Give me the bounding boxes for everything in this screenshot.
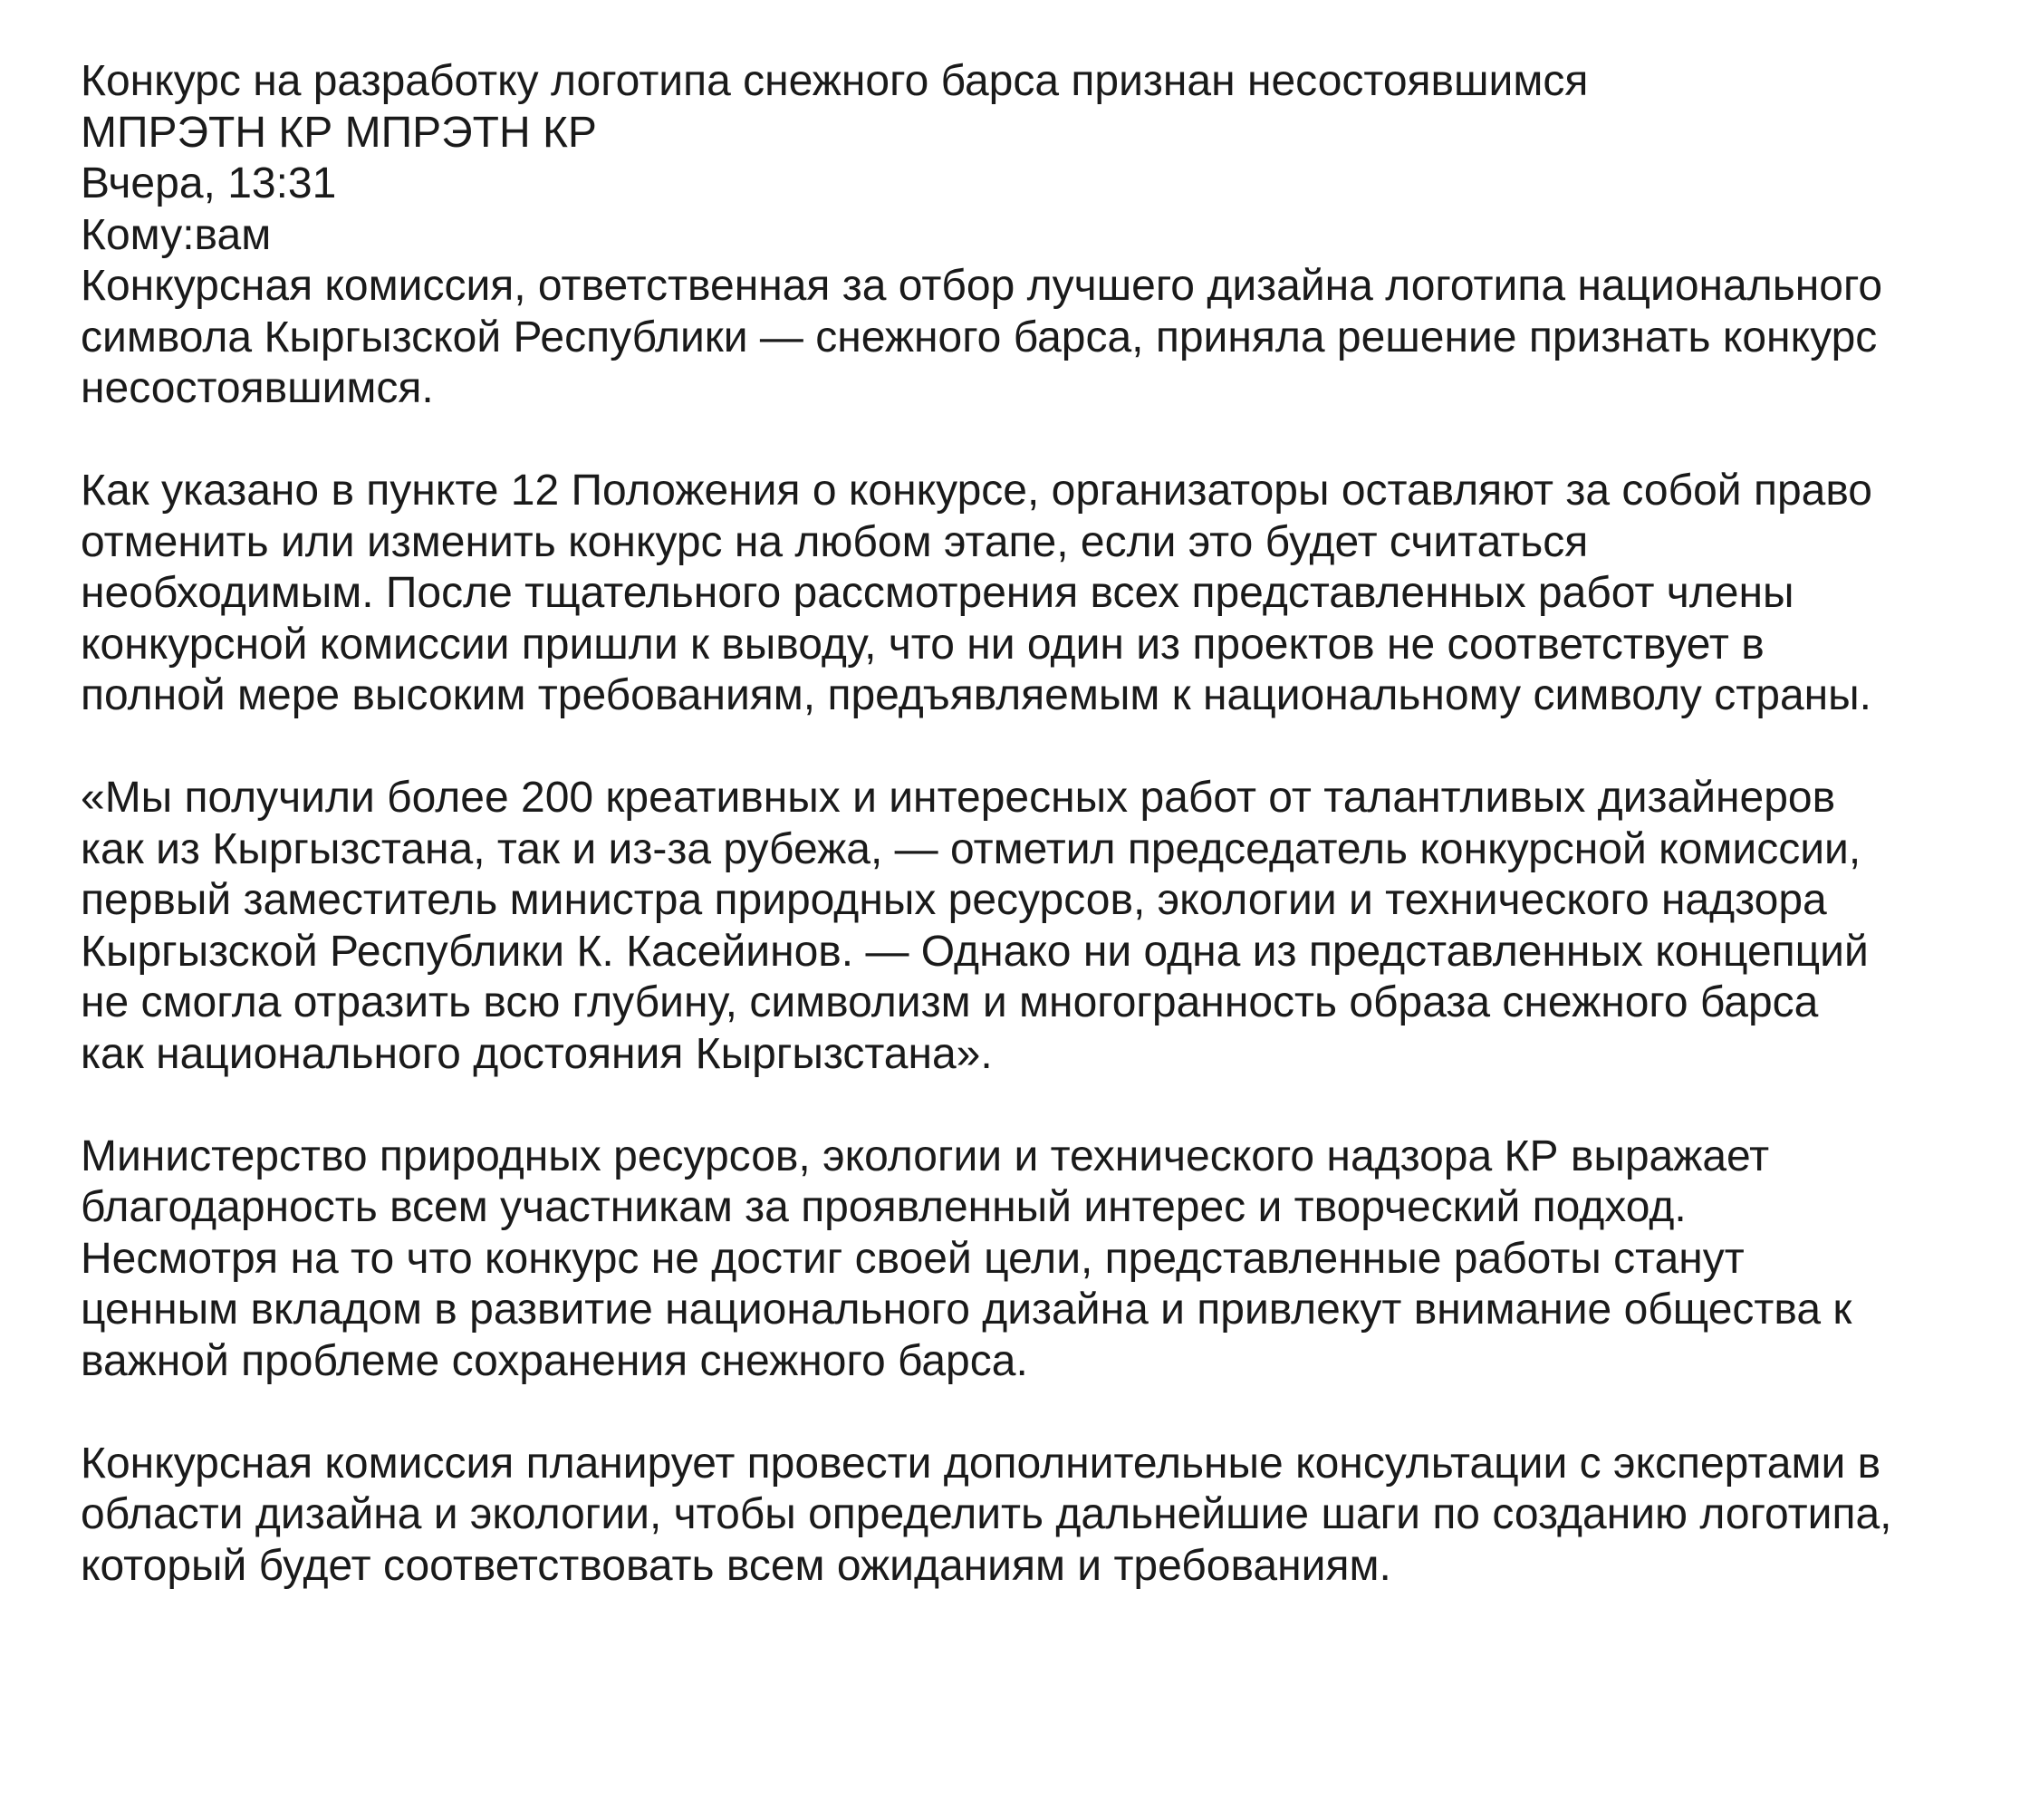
paragraph-line: отменить или изменить конкурс на любом этапе, если это будет считаться	[81, 517, 1589, 566]
paragraph-line: символа Кыргызской Республики — снежного барса, приняла решение признать конкурс	[81, 313, 1878, 361]
paragraph-line: Конкурсная комиссия планирует провести дополнительные консультации с экспертами в	[81, 1439, 1881, 1488]
paragraph-3	[81, 773, 2019, 1080]
paragraph-line: не смогла отразить всю глубину, символизм и многогранность образа снежного барса	[81, 978, 1819, 1026]
paragraph-line: важной проблеме сохранения снежного барса.	[81, 1336, 1028, 1385]
paragraph-line: как из Кыргызстана, так и из-за рубежа, — отметил председатель конкурсной комиссии,	[81, 824, 1861, 873]
paragraph-line: Кыргызской Республики К. Касейинов. — Однако ни одна из представленных концепций	[81, 927, 1869, 976]
email-recipient: Кому:вам	[81, 210, 272, 259]
paragraph-2	[81, 466, 2019, 722]
paragraph-line: как национального достояния Кыргызстана».	[81, 1029, 993, 1078]
paragraph-4	[81, 1131, 2019, 1388]
email-body	[81, 261, 2019, 1592]
email-message	[81, 56, 2019, 1592]
paragraph-line: Как указано в пункте 12 Положения о конкурсе, организаторы оставляют за собой право	[81, 467, 1872, 515]
paragraph-line: полной мере высоким требованиям, предъявляемым к национальному символу страны.	[81, 671, 1871, 719]
paragraph-5	[81, 1439, 2019, 1593]
paragraph-line: необходимым. После тщательного рассмотрения всех представленных работ члены	[81, 569, 1794, 617]
paragraph-line: области дизайна и экологии, чтобы определить дальнейшие шаги по созданию логотипа,	[81, 1490, 1892, 1538]
paragraph-line: Несмотря на то что конкурс не достиг своей цели, представленные работы станут	[81, 1234, 1745, 1283]
paragraph-line: ценным вкладом в развитие национального дизайна и привлекут внимание общества к	[81, 1286, 1852, 1334]
email-date: Вчера, 13:31	[81, 159, 337, 207]
paragraph-line: конкурсной комиссии пришли к выводу, что ни один из проектов не соответствует в	[81, 620, 1765, 669]
paragraph-line: который будет соответствовать всем ожиданиям и требованиям.	[81, 1541, 1391, 1590]
paragraph-line: несостоявшимся.	[81, 364, 434, 412]
paragraph-1	[81, 261, 2019, 415]
paragraph-line: «Мы получили более 200 креативных и интересных работ от талантливых дизайнеров	[81, 774, 1836, 822]
email-subject: Конкурс на разработку логотипа снежного барса признан несостоявшимся	[81, 57, 1589, 105]
paragraph-line: Конкурсная комиссия, ответственная за отбор лучшего дизайна логотипа национального	[81, 262, 1883, 310]
paragraph-line: первый заместитель министра природных ресурсов, экологии и технического надзора	[81, 876, 1827, 924]
paragraph-line: благодарность всем участникам за проявленный интерес и творческий подход.	[81, 1183, 1687, 1231]
paragraph-line: Министерство природных ресурсов, экологии и технического надзора КР выражает	[81, 1131, 1770, 1180]
email-sender[interactable]: МПРЭТН КР МПРЭТН КР	[81, 108, 597, 157]
